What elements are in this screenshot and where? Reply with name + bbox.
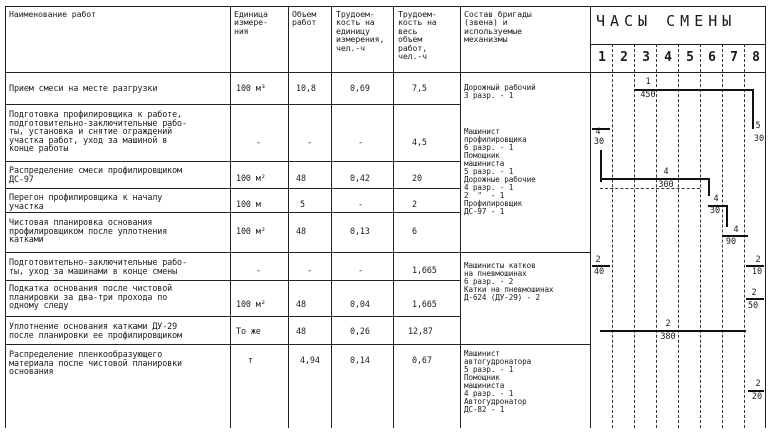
- row-3-volume: 48: [296, 173, 306, 183]
- row-6-work: Подготовительно-заключительные рабо- ты, уход за машинами в конце смены: [9, 257, 187, 276]
- row-4-labor-total: 2: [412, 199, 417, 209]
- row-9-labor-unit: 0,14: [350, 355, 370, 365]
- gantt-label-grading-top: 4: [733, 225, 739, 235]
- row-3-labor-unit: 0,42: [350, 173, 370, 183]
- row-3-work: Распределение смеси профилировщиком ДС-97: [9, 165, 182, 184]
- header-bottom-border: [5, 72, 590, 73]
- col-border-right: [765, 6, 766, 428]
- row-8-work: Уплотнение основания катками ДУ-29 после планировки ее профилировщиком: [9, 321, 182, 340]
- hour-grid-5: [700, 44, 701, 428]
- row-5-work: Чистовая планировка основания профилировщиком после уплотнения катками: [9, 217, 168, 245]
- row-3-border: [5, 188, 460, 189]
- row-2-unit: -: [256, 137, 261, 147]
- hour-grid-2: [634, 44, 635, 428]
- hour-number-7: 7: [730, 50, 738, 65]
- gantt-label-transfer-top: 4: [713, 194, 719, 204]
- gantt-label-film-top: 2: [755, 379, 761, 389]
- gantt-label-rollers-prep-bottom: 40: [593, 267, 605, 277]
- row-3-labor-total: 20: [412, 173, 422, 183]
- row-9-work: Распределение пленкообразующего материала после чистовой планировки основания: [9, 349, 182, 377]
- gantt-label-spread-top: 4: [663, 167, 669, 177]
- row-4-work: Перегон профилировщика к началу участка: [9, 192, 163, 211]
- header-unit: Единица измере- ния: [234, 9, 268, 36]
- hour-grid-4: [678, 44, 679, 428]
- row-8-volume: 48: [296, 326, 306, 336]
- row-1-unit: 100 м³: [236, 83, 266, 93]
- hour-number-3: 3: [642, 50, 650, 65]
- crew-asphalt-distributor: Машинист автогудронатора 5 разр. - 1 Помощник машиниста 4 разр. - 1 Автогудронатор ДС-82 - 1: [464, 349, 532, 414]
- row-6-volume: -: [307, 265, 312, 275]
- gantt-label-prep-bottom: 30: [593, 137, 605, 147]
- gantt-label-film-bottom: 20: [751, 392, 763, 402]
- row-8-labor-unit: 0,26: [350, 326, 370, 336]
- row-4-border: [5, 212, 460, 213]
- hour-number-1: 1: [598, 50, 606, 65]
- gantt-bar-rolling-pass: [746, 298, 764, 300]
- row-7-border: [5, 316, 460, 317]
- col-border-hours: [590, 6, 591, 428]
- row-8-border: [5, 344, 590, 345]
- row-7-labor-unit: 0,04: [350, 299, 370, 309]
- header-work: Наименование работ: [9, 9, 96, 19]
- row-9-labor-total: 0,67: [412, 355, 432, 365]
- gantt-label-rollers-prep-top: 2: [595, 255, 601, 265]
- row-2-labor-total: 4,5: [412, 137, 427, 147]
- row-2-volume: -: [307, 137, 312, 147]
- col-border-unit: [230, 6, 231, 428]
- row-2-border: [5, 161, 460, 162]
- gantt-dash-link: [600, 188, 700, 189]
- gantt-label-transfer-bottom: 30: [709, 206, 721, 216]
- row-5-volume: 48: [296, 226, 306, 236]
- row-1-volume: 10,8: [296, 83, 316, 93]
- row-2-labor-unit: -: [358, 137, 363, 147]
- gantt-link-spread: [708, 178, 710, 196]
- row-6-labor-total: 1,665: [412, 265, 437, 275]
- header-labor-total: Трудоем- кость на весь объем работ, чел.-ч: [398, 9, 437, 62]
- row-1-labor-unit: 0,69: [350, 83, 370, 93]
- gantt-label-pass-top: 2: [751, 288, 757, 298]
- gantt-label-delivery-bottom: 450: [640, 90, 656, 100]
- col-border-crew: [460, 6, 461, 428]
- hour-number-4: 4: [664, 50, 672, 65]
- row-6-border: [5, 280, 460, 281]
- col-border-labor-total: [393, 6, 394, 428]
- crew-road-worker: Дорожный рабочий 3 разр. - 1: [464, 83, 536, 100]
- row-3-unit: 100 м²: [236, 173, 266, 183]
- row-4-unit: 100 м: [236, 199, 261, 209]
- col-border-volume: [288, 6, 289, 428]
- crew-profiler: Машинист профилировщика 6 разр. - 1 Помощник машиниста 5 разр. - 1 Дорожные рабочие 4 разр. - 1 2 " - 1 Профилировщик ДС-97 - 1: [464, 127, 536, 216]
- gantt-label-spread-bottom: 300: [658, 180, 674, 190]
- row-6-labor-unit: -: [358, 265, 363, 275]
- hour-number-8: 8: [752, 50, 760, 65]
- header-crew: Состав бригады (звена) и используемые механизмы: [464, 9, 532, 45]
- row-1-work: Прием смеси на месте разгрузки: [9, 83, 158, 93]
- row-7-labor-total: 1,665: [412, 299, 437, 309]
- row-5-unit: 100 м²: [236, 226, 266, 236]
- gantt-label-pass-bottom: 50: [747, 301, 759, 311]
- row-1-labor-total: 7,5: [412, 83, 427, 93]
- row-1-border: [5, 104, 460, 105]
- header-labor-unit: Трудоем- кость на единицу измерения, чел.-ч: [336, 9, 385, 53]
- gantt-label-end-bottom: 30: [753, 134, 765, 144]
- gantt-label-compaction-bottom: 380: [660, 332, 676, 342]
- col-border-left: [5, 6, 6, 428]
- row-8-labor-total: 12,87: [408, 326, 433, 336]
- header-volume: Объем работ: [292, 9, 317, 28]
- header-hours-title: ЧАСЫ СМЕНЫ: [596, 12, 737, 30]
- hour-number-2: 2: [620, 50, 628, 65]
- row-7-work: Подкатка основания после чистовой планировки за два-три прохода по одному следу: [9, 283, 173, 311]
- row-8-unit: То же: [236, 326, 261, 336]
- crew-rollers: Машинисты катков на пневмошинах 6 разр. - 2 Катки на пневмошинах Д-624 (ДУ-29) - 2: [464, 261, 554, 302]
- gantt-label-end-top: 5: [755, 121, 761, 131]
- gantt-label-grading-bottom: 90: [725, 237, 737, 247]
- row-4-labor-unit: -: [358, 199, 363, 209]
- row-7-unit: 100 м²: [236, 299, 266, 309]
- row-5-labor-total: 6: [412, 226, 417, 236]
- gantt-label-compaction-top: 2: [665, 319, 671, 329]
- row-7-volume: 48: [296, 299, 306, 309]
- table-top-border: [5, 6, 765, 7]
- gantt-label-prep-top: 4: [595, 127, 601, 137]
- gantt-label-rollers-end-top: 2: [755, 255, 761, 265]
- row-9-volume: 4,94: [300, 355, 320, 365]
- hour-number-5: 5: [686, 50, 694, 65]
- hour-number-6: 6: [708, 50, 716, 65]
- hour-grid-1: [612, 44, 613, 428]
- gantt-bar-spread: [602, 178, 710, 180]
- gantt-link-transfer: [726, 205, 728, 227]
- row-5-border: [5, 252, 590, 253]
- row-5-labor-unit: 0,13: [350, 226, 370, 236]
- gantt-label-delivery-top: 1: [645, 77, 651, 87]
- row-4-volume: 5: [300, 199, 305, 209]
- hour-grid-3: [656, 44, 657, 428]
- row-6-unit: -: [256, 265, 261, 275]
- row-9-unit: т: [248, 355, 253, 365]
- gantt-label-rollers-end-bottom: 10: [751, 267, 763, 277]
- col-border-labor-unit: [331, 6, 332, 428]
- row-2-work: Подготовка профилировщика к работе, подготовительно-заключительные рабо- ты, установка и снятие ограждений участка работ, уход за машиной в конце работы: [9, 109, 187, 154]
